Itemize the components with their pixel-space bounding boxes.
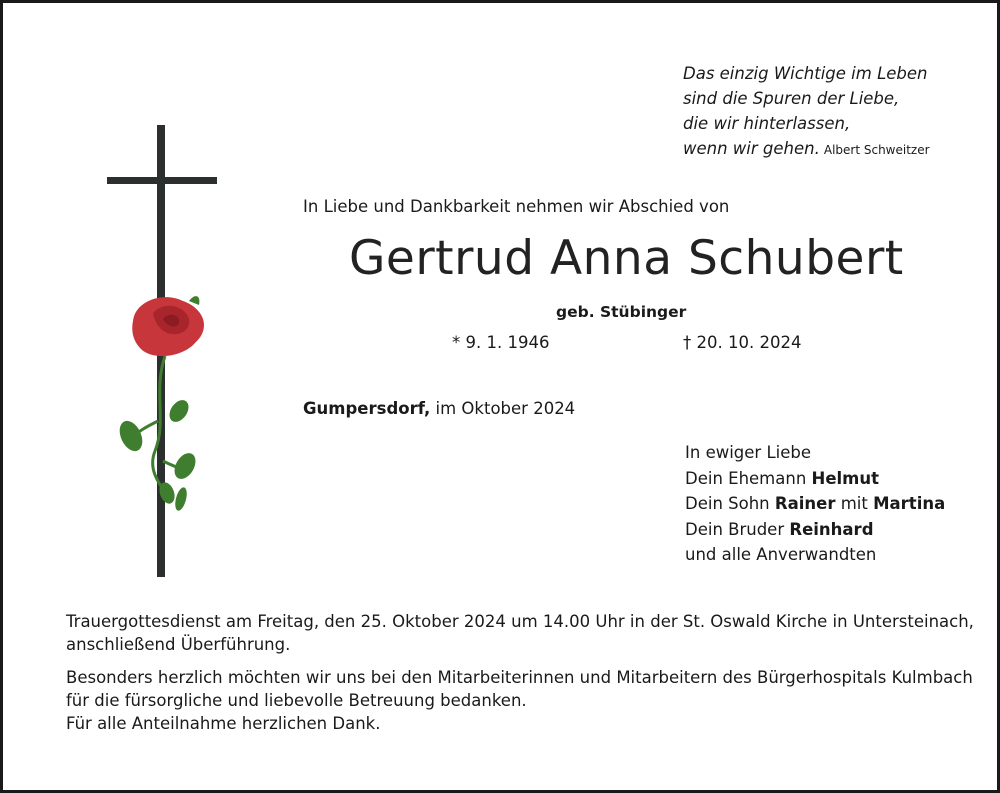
family-husband xyxy=(685,466,945,492)
quote-author: Albert Schweitzer xyxy=(823,143,930,157)
birth-date: * 9. 1. 1946 xyxy=(452,333,550,352)
family-son-partner: Martina xyxy=(873,494,946,513)
date: im Oktober 2024 xyxy=(435,399,576,418)
thanks-line: Besonders herzlich möchten wir uns bei den Mitarbeiterinnen und Mitarbeitern des Bürgerhospitals Kulmbach xyxy=(66,668,973,687)
intro-text: In Liebe und Dankbarkeit nehmen wir Abschied von xyxy=(303,197,730,216)
quote-line: Das einzig Wichtige im Leben xyxy=(683,64,928,83)
quote-line-last xyxy=(683,136,930,163)
quote-line: sind die Spuren der Liebe, xyxy=(683,89,900,108)
place: Gumpersdorf, xyxy=(303,399,431,418)
maiden-name: geb. Stübinger xyxy=(556,303,687,321)
service-info xyxy=(66,610,974,656)
quote-line: wenn wir gehen. xyxy=(683,139,820,158)
cross-with-rose-illustration xyxy=(103,121,223,581)
family-husband-name: Helmut xyxy=(811,468,880,488)
family-son-name: Rainer xyxy=(774,494,836,513)
family-brother-name: Reinhard xyxy=(789,519,874,539)
thanks-line: Für alle Anteilnahme herzlichen Dank. xyxy=(66,714,381,733)
quote-block xyxy=(683,61,930,163)
service-line: anschließend Überführung. xyxy=(66,635,291,654)
family-block xyxy=(685,440,945,568)
family-husband-prefix: Dein Ehemann xyxy=(685,468,807,488)
family-son xyxy=(685,491,945,517)
rose-icon xyxy=(132,296,204,356)
deceased-name: Gertrud Anna Schubert xyxy=(349,231,904,286)
family-brother-prefix: Dein Bruder xyxy=(685,519,785,539)
thanks-text xyxy=(66,666,973,735)
family-others: und alle Anverwandten xyxy=(685,545,877,564)
place-date xyxy=(303,399,575,418)
quote-line: die wir hinterlassen, xyxy=(683,114,851,133)
family-brother xyxy=(685,517,945,543)
thanks-line: für die fürsorgliche und liebevolle Betreuung bedanken. xyxy=(66,691,527,710)
family-son-mid: mit xyxy=(840,494,868,513)
family-son-prefix: Dein Sohn xyxy=(685,494,770,513)
death-date: † 20. 10. 2024 xyxy=(683,333,802,352)
family-intro: In ewiger Liebe xyxy=(685,443,812,462)
service-line: Trauergottesdienst am Freitag, den 25. Oktober 2024 um 14.00 Uhr in der St. Oswald Kirche in Untersteinach, xyxy=(66,612,974,631)
